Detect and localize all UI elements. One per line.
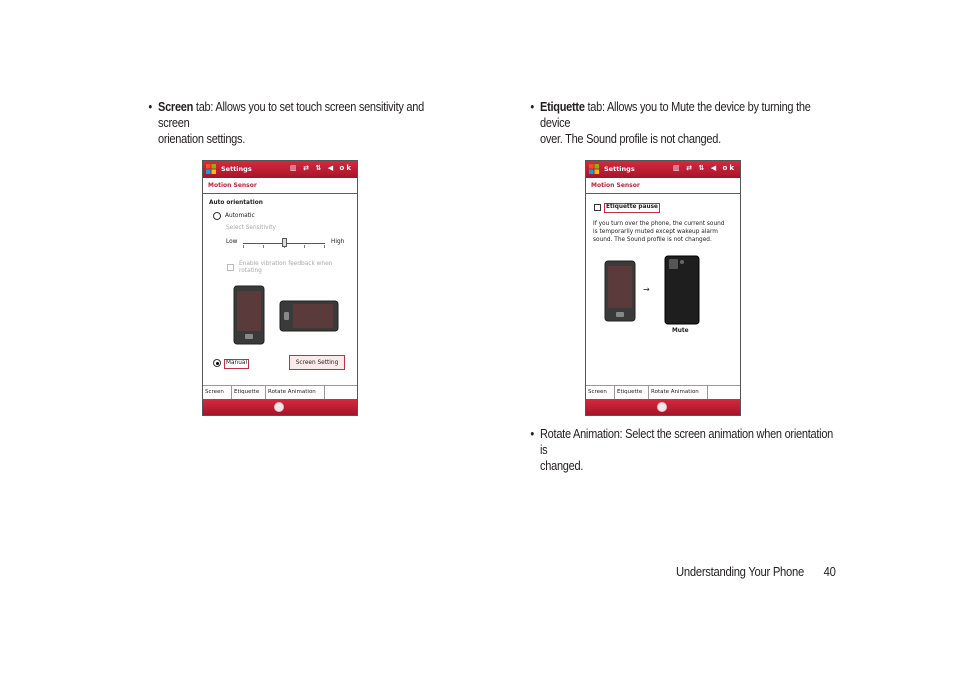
automatic-radio[interactable] [213,212,221,220]
automatic-label: Automatic [225,213,255,219]
page-footer [676,565,836,579]
tab-etiquette[interactable]: Etiquette [615,386,649,399]
window-title: Settings [604,165,635,173]
bullet-etiquette-bold: Etiquette [540,100,585,114]
tab-rotate-animation[interactable]: Rotate Animation [266,386,325,399]
vibration-feedback-checkbox[interactable] [227,264,234,271]
windows-start-icon[interactable] [206,164,216,174]
motion-sensor-header: Motion Sensor [203,178,357,194]
bullet-rotate-line1: Rotate Animation: Select the screen animation when orientation is [540,427,834,457]
tab-etiquette[interactable]: Etiquette [232,386,266,399]
phone-face-down-icon [664,255,700,325]
bullet-rotate-line2: changed. [540,459,584,473]
bullet-etiquette-line2: over. The Sound profile is not changed. [540,132,721,146]
bullet-dot: • [148,100,152,114]
etiquette-desc-1: If you turn over the phone, the current sound [593,221,725,227]
phone-face-up-icon [604,260,636,322]
keyboard-icon[interactable] [274,402,284,412]
manual-radio[interactable] [213,359,221,367]
sensitivity-high-label: High [331,239,345,245]
auto-orientation-label: Auto orientation [209,200,263,206]
tab-rotate-animation[interactable]: Rotate Animation [649,386,708,399]
etiquette-desc-2: is temporarily muted except wakeup alarm [593,229,718,235]
bullet-dot: • [530,100,534,114]
vibration-feedback-label-2: rotating [239,268,262,274]
slider-tick [324,245,325,248]
landscape-phone-icon [279,300,339,332]
slider-tick [243,245,244,248]
vibration-feedback-label-1: Enable vibration feedback when [239,261,333,267]
page-number: 40 [823,565,836,579]
tab-bar [203,385,357,399]
tab-screen[interactable]: Screen [203,386,232,399]
motion-sensor-header: Motion Sensor [586,178,740,194]
mute-label: Mute [672,328,689,334]
select-sensitivity-label: Select Sensitivity [226,225,276,231]
title-bar [203,161,357,178]
bullet-dot: • [530,427,534,441]
screen-setting-button[interactable]: Screen Setting [289,355,345,370]
slider-tick [304,245,305,248]
bullet-etiquette [530,99,830,147]
keyboard-icon[interactable] [657,402,667,412]
bottom-bar [203,399,357,415]
tab-bar [586,385,740,399]
tab-screen[interactable]: Screen [586,386,615,399]
bullet-etiquette-line1 [540,99,830,131]
sensitivity-low-label: Low [226,239,238,245]
portrait-phone-icon [233,285,265,345]
sensitivity-slider-thumb[interactable] [282,238,287,247]
bullet-screen-bold: Screen [158,100,194,114]
etiquette-pause-checkbox[interactable] [594,204,601,211]
bullet-etiquette-text: tab: Allows you to Mute the device by turning the device [540,100,811,130]
screen-tab-screenshot [202,160,358,416]
status-icons[interactable]: ▥ ⇄ ⇅ ◀ ok [290,164,353,172]
etiquette-pause-label[interactable]: Etiquette pause [604,203,660,213]
bullet-rotate [530,426,839,474]
etiquette-tab-screenshot [585,160,741,416]
footer-section-title: Understanding Your Phone [676,565,805,579]
arrow-icon: → [643,285,650,294]
bullet-screen-text: tab: Allows you to set touch screen sensitivity and screen [158,100,424,130]
window-title: Settings [221,165,252,173]
bottom-bar [586,399,740,415]
status-icons[interactable]: ▥ ⇄ ⇅ ◀ ok [673,164,736,172]
manual-label[interactable]: Manual [224,359,249,369]
title-bar [586,161,740,178]
bullet-screen [148,99,448,147]
slider-tick [263,245,264,248]
bullet-screen-line1 [158,99,448,131]
windows-start-icon[interactable] [589,164,599,174]
etiquette-desc-3: sound. The Sound profile is not changed. [593,237,712,243]
bullet-screen-line2: orienation settings. [158,132,246,146]
